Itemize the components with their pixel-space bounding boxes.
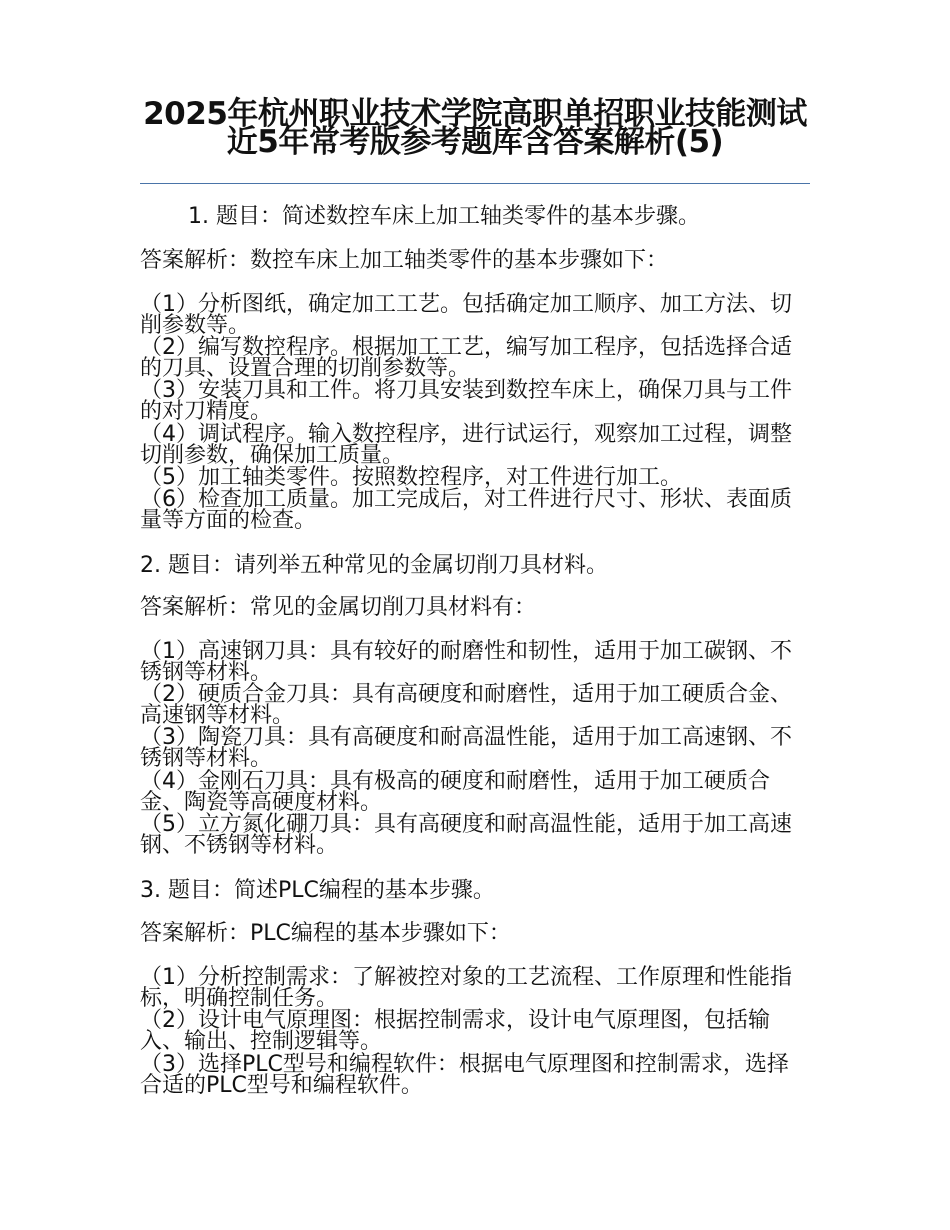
question-1: 1. 题目：简述数控车床上加工轴类零件的基本步骤。 [188, 204, 700, 229]
question-3: 3. 题目：简述PLC编程的基本步骤。 [140, 878, 495, 903]
answer-item: （6）检查加工质量。加工完成后，对工件进行尺寸、形状、表面质量等方面的检查。 [140, 487, 792, 533]
answer-item: （1）分析控制需求：了解被控对象的工艺流程、工作原理和性能指标，明确控制任务。 [140, 965, 792, 1011]
answer-item: （5）立方氮化硼刀具：具有高硬度和耐高温性能，适用于加工高速钢、不锈钢等材料。 [140, 812, 792, 858]
answer-item: （4）金刚石刀具：具有极高的硬度和耐磨性，适用于加工硬质合金、陶瓷等高硬度材料。 [140, 769, 770, 815]
answer-item: （2）编写数控程序。根据加工工艺，编写加工程序，包括选择合适的刀具、设置合理的切削参数等。 [140, 335, 792, 381]
answer-item: （1）高速钢刀具：具有较好的耐磨性和韧性，适用于加工碳钢、不锈钢等材料。 [140, 639, 792, 685]
answer-item: （1）分析图纸，确定加工工艺。包括确定加工顺序、加工方法、切削参数等。 [140, 292, 792, 338]
answer-item: （2）设计电气原理图：根据控制需求，设计电气原理图，包括输入、输出、控制逻辑等。 [140, 1008, 770, 1054]
answer-intro-1: 答案解析：数控车床上加工轴类零件的基本步骤如下： [140, 248, 669, 273]
page-title: 2025年杭州职业技术学院高职单招职业技能测试近5年常考版参考题库含答案解析(5) [143, 96, 807, 160]
answer-item: （2）硬质合金刀具：具有高硬度和耐磨性，适用于加工硬质合金、高速钢等材料。 [140, 682, 792, 728]
answer-item: （3）陶瓷刀具：具有高硬度和耐高温性能，适用于加工高速钢、不锈钢等材料。 [140, 725, 792, 771]
title-divider [140, 183, 810, 184]
answer-item: （3）安装刀具和工件。将刀具安装到数控车床上，确保刀具与工件的对刀精度。 [140, 378, 792, 424]
answer-item: （4）调试程序。输入数控程序，进行试运行，观察加工过程，调整切削参数，确保加工质量。 [140, 422, 792, 468]
question-2: 2. 题目：请列举五种常见的金属切削刀具材料。 [140, 553, 608, 578]
answer-item: （5）加工轴类零件。按照数控程序，对工件进行加工。 [140, 465, 682, 490]
answer-item: （3）选择PLC型号和编程软件：根据电气原理图和控制需求，选择合适的PLC型号和编程软件。 [140, 1052, 789, 1098]
answer-intro-3: 答案解析：PLC编程的基本步骤如下： [140, 921, 511, 946]
answer-intro-2: 答案解析：常见的金属切削刀具材料有： [140, 595, 537, 620]
